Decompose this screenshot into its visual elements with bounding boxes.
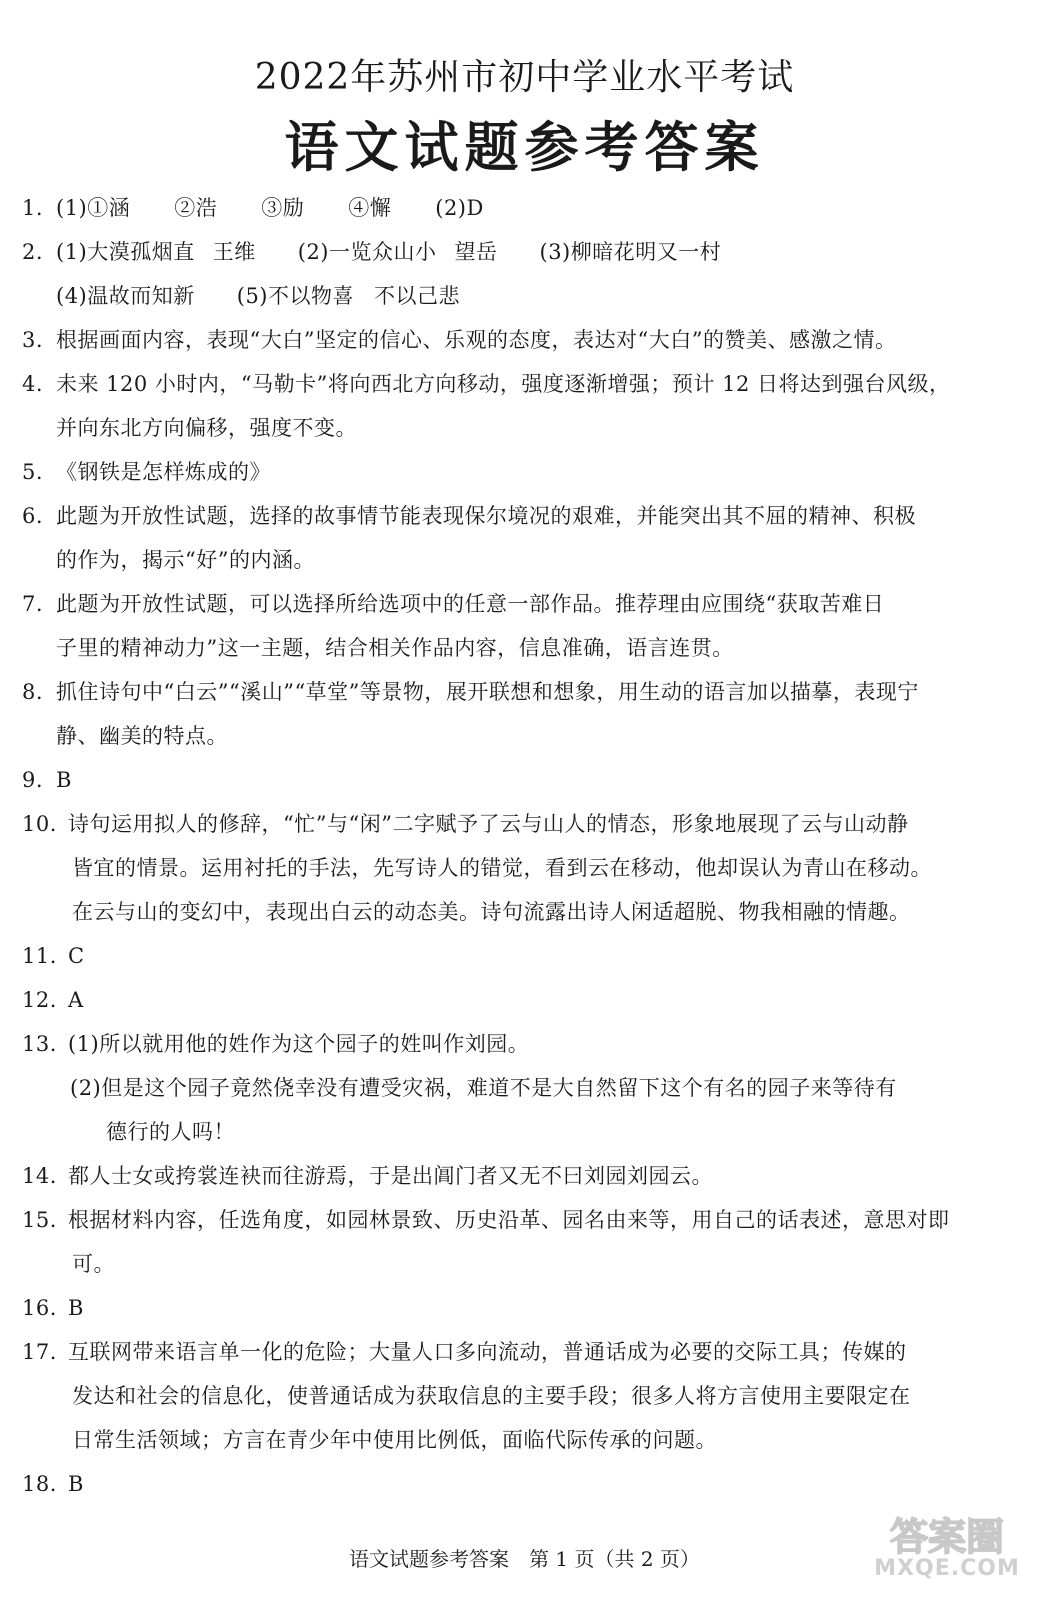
- question-number: 15.: [22, 1208, 57, 1232]
- answer-segment: 王维: [212, 240, 256, 264]
- answer-segment: (4)温故而知新: [56, 284, 195, 308]
- answer-segment: ④懈: [348, 196, 392, 220]
- question-number: 5.: [22, 460, 44, 484]
- question-number: 12.: [22, 988, 57, 1012]
- answer-line: [0, 1022, 1049, 1066]
- answer-segment: (2)D: [435, 196, 484, 220]
- answer-text: 互联网带来语言单一化的危险；大量人口多向流动，普通话成为必要的交际工具；传媒的: [68, 1340, 907, 1364]
- answer-continuation: [0, 1418, 1049, 1462]
- answer-continuation: [0, 846, 1049, 890]
- question-number: 10.: [22, 812, 57, 836]
- answer-text: [56, 186, 1019, 230]
- question-number: 16.: [22, 1296, 57, 1320]
- answer-subitem: [0, 1066, 1049, 1110]
- answer-line: [0, 494, 1049, 538]
- answer-text: (1)所以就用他的姓作为这个园子的姓叫作刘园。: [68, 1032, 530, 1056]
- answer-continuation: [0, 626, 1049, 670]
- page-footer: 语文试题参考答案 第 1 页（共 2 页）: [349, 1547, 700, 1571]
- answer-text: 德行的人吗！: [106, 1120, 235, 1144]
- answer-text: B: [68, 1472, 84, 1496]
- answer-text: 抓住诗句中“白云”“溪山”“草堂”等景物，展开联想和想象，用生动的语言加以描摹，表现宁: [56, 680, 919, 704]
- answer-text: [56, 230, 1019, 274]
- answer-continuation: [0, 406, 1049, 450]
- question-number: 13.: [22, 1032, 57, 1056]
- answer-line: [0, 1154, 1049, 1198]
- question-number: 3.: [22, 328, 44, 352]
- answer-text: 此题为开放性试题，可以选择所给选项中的任意一部作品。推荐理由应围绕“获取苦难日: [56, 592, 885, 616]
- question-number: 11.: [22, 944, 57, 968]
- answer-continuation: [0, 1110, 1049, 1154]
- answer-segment: 不以己悲: [374, 284, 460, 308]
- answer-segment: (3)柳暗花明又一村: [539, 240, 722, 264]
- question-number: 2.: [22, 240, 44, 264]
- watermark-logo-text: 答案圈: [889, 1515, 1005, 1558]
- question-number: 18.: [22, 1472, 57, 1496]
- answer-text: C: [68, 944, 85, 968]
- answer-text: 静、幽美的特点。: [56, 724, 228, 748]
- question-number: 6.: [22, 504, 44, 528]
- answer-text: 并向东北方向偏移，强度不变。: [56, 416, 357, 440]
- answer-line: [0, 582, 1049, 626]
- answer-text: A: [68, 988, 84, 1012]
- answer-list: [0, 186, 1049, 1506]
- answer-text: 《钢铁是怎样炼成的》: [56, 460, 271, 484]
- answer-text: 此题为开放性试题，选择的故事情节能表现保尔境况的艰难，并能突出其不屈的精神、积极: [56, 504, 916, 528]
- watermark-url: MXQE.COM: [874, 1556, 1020, 1581]
- answer-text: 未来 120 小时内，“马勒卡”将向西北方向移动，强度逐渐增强；预计 12 日将达到强台风级，: [56, 372, 951, 396]
- answer-segment: (1)①涵: [56, 196, 131, 220]
- answer-text: [56, 274, 1019, 318]
- answer-text: 根据材料内容，任选角度，如园林景致、历史沿革、园名由来等，用自己的话表述，意思对即: [68, 1208, 950, 1232]
- answer-line: [0, 934, 1049, 978]
- answer-line: [0, 1462, 1049, 1506]
- answer-text: 的作为，揭示“好”的内涵。: [56, 548, 315, 572]
- answer-continuation: [0, 1374, 1049, 1418]
- answer-text: 在云与山的变幻中，表现出白云的动态美。诗句流露出诗人闲适超脱、物我相融的情趣。: [72, 900, 911, 924]
- answer-continuation: [0, 538, 1049, 582]
- question-number: 4.: [22, 372, 44, 396]
- answer-text: 诗句运用拟人的修辞，“忙”与“闲”二字赋予了云与山人的情态，形象地展现了云与山动静: [68, 812, 909, 836]
- answer-line: [0, 450, 1049, 494]
- answer-segment: (5)不以物喜: [236, 284, 354, 308]
- answer-continuation: [0, 890, 1049, 934]
- question-number: 9.: [22, 768, 44, 792]
- answer-line: [0, 362, 1049, 406]
- answer-continuation: [0, 714, 1049, 758]
- answer-text: 可。: [72, 1252, 115, 1276]
- question-number: 17.: [22, 1340, 57, 1364]
- answer-line: [0, 230, 1049, 274]
- watermark-logo: [867, 1512, 1027, 1558]
- answer-continuation: [0, 274, 1049, 318]
- answer-line: [0, 670, 1049, 714]
- question-number: 7.: [22, 592, 44, 616]
- answer-line: [0, 758, 1049, 802]
- answer-line: [0, 1286, 1049, 1330]
- answer-segment: 望岳: [454, 240, 498, 264]
- answer-text: (2)但是这个园子竟然侥幸没有遭受灾祸，难道不是大自然留下这个有名的园子来等待有: [70, 1076, 897, 1100]
- question-number: 1.: [22, 196, 44, 220]
- question-number: 14.: [22, 1164, 57, 1188]
- answer-line: [0, 802, 1049, 846]
- answer-segment: ③励: [261, 196, 305, 220]
- question-number: 8.: [22, 680, 44, 704]
- answer-line: [0, 1198, 1049, 1242]
- answer-segment: (1)大漠孤烟直: [56, 240, 195, 264]
- answer-text: 都人士女或挎裳连袂而往游焉，于是出阊门者又无不曰刘园刘园云。: [68, 1164, 713, 1188]
- answer-line: [0, 186, 1049, 230]
- watermark: [859, 1512, 1035, 1590]
- page-title: 语文试题参考答案: [284, 116, 765, 179]
- answer-text: B: [56, 768, 72, 792]
- answer-text: 日常生活领域；方言在青少年中使用比例低，面临代际传承的问题。: [72, 1428, 717, 1452]
- answer-continuation: [0, 1242, 1049, 1286]
- answer-text: 子里的精神动力”这一主题，结合相关作品内容，信息准确，语言连贯。: [56, 636, 734, 660]
- answer-segment: (2)一览众山小: [297, 240, 437, 264]
- answer-text: 根据画面内容，表现“大白”坚定的信心、乐观的态度，表达对“大白”的赞美、感激之情。: [56, 328, 897, 352]
- answer-line: [0, 318, 1049, 362]
- answer-line: [0, 1330, 1049, 1374]
- answer-text: B: [68, 1296, 84, 1320]
- answer-segment: ②浩: [174, 196, 218, 220]
- answer-text: 发达和社会的信息化，使普通话成为获取信息的主要手段；很多人将方言使用主要限定在: [72, 1384, 911, 1408]
- answer-line: [0, 978, 1049, 1022]
- answer-text: 皆宜的情景。运用衬托的手法，先写诗人的错觉，看到云在移动，他却误认为青山在移动。: [72, 856, 932, 880]
- exam-subtitle: 2022年苏州市初中学业水平考试: [254, 57, 795, 98]
